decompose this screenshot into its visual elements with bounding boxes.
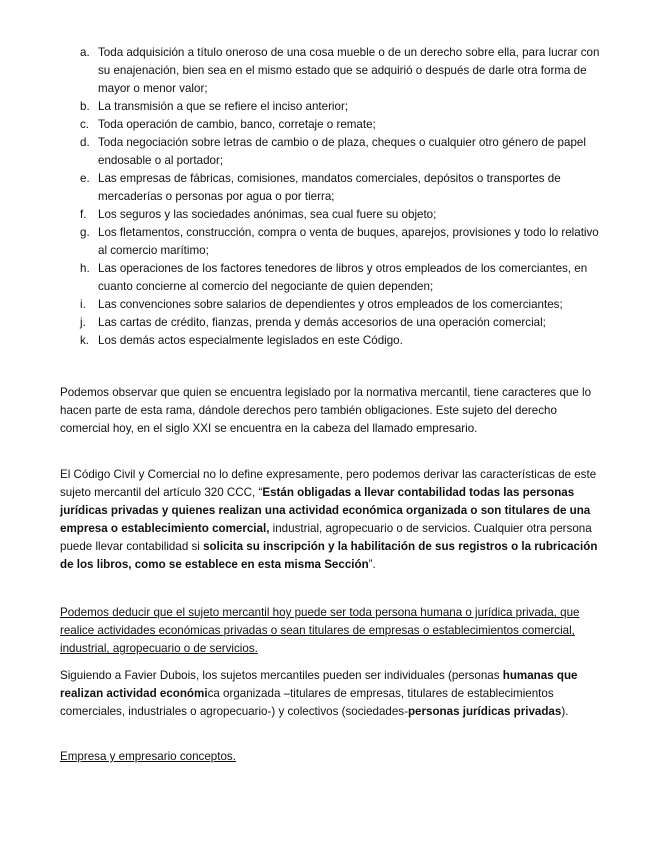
list-marker: d.	[80, 136, 90, 149]
list-marker: i.	[80, 298, 86, 311]
paragraph-text: Siguiendo a Favier Dubois, los sujetos mercantiles pueden ser individuales (personas	[60, 669, 503, 682]
list-marker: j.	[80, 316, 86, 329]
list-item	[0, 206, 655, 224]
list-marker: c.	[80, 118, 90, 131]
list-item	[0, 134, 655, 170]
list-item-text: Las convenciones sobre salarios de dependientes y otros empleados de los comerciantes;	[98, 298, 563, 311]
list-item-text: Toda adquisición a título oneroso de una cosa mueble o de un derecho sobre ella, para lucrar con su enajenación, bien sea en el mismo estado que se adquirió o después de darle otra forma de mayor o menor valor;	[98, 46, 600, 95]
list-marker: e.	[80, 172, 90, 185]
list-item	[0, 332, 655, 350]
list-item-text: Los demás actos especialmente legislados en este Código.	[98, 334, 403, 347]
list-marker: b.	[80, 100, 90, 113]
list-item-text: Las operaciones de los factores tenedores de libros y otros empleados de los comerciantes, en cuanto concierne al comercio del negociante de quien dependen;	[98, 262, 588, 293]
list-marker: k.	[80, 334, 90, 347]
bold-quote: solicita su inscripción y la habilitación de sus registros o la rubricación de los libros, como se establece en esta misma Sección	[60, 540, 598, 571]
bold-quote: Están obligadas a llevar contabilidad todas las personas jurídicas privadas y quienes realizan una actividad económica organizada o son titulares de una empresa o establecimiento comercial,	[60, 486, 591, 535]
paragraph-text: ).	[561, 705, 569, 718]
section-heading: Empresa y empresario conceptos.	[60, 750, 236, 763]
paragraph-text: El Código Civil y Comercial no lo define expresamente, pero podemos derivar las características de este sujeto mercantil del artículo 320 CCC, “	[60, 468, 597, 499]
list-item-text: Los seguros y las sociedades anónimas, sea cual fuere su objeto;	[98, 208, 437, 221]
list-item	[0, 116, 655, 134]
paragraph-civil-code	[60, 466, 600, 574]
list-item-text: Toda operación de cambio, banco, corretaje o remate;	[98, 118, 376, 131]
paragraph-favier-dubois	[60, 667, 600, 721]
list-item-text: Los fletamentos, construcción, compra o venta de buques, aparejos, provisiones y todo lo relativo al comercio marítimo;	[98, 226, 599, 257]
list-item-text: Las cartas de crédito, fianzas, prenda y demás accesorios de una operación comercial;	[98, 316, 546, 329]
paragraph-text: industrial, agropecuario o de servicios. Cualquier otra persona puede llevar contabilidad si	[60, 522, 592, 553]
list-marker: f.	[80, 208, 87, 221]
paragraph-text: ”.	[368, 558, 376, 571]
list-item	[0, 44, 655, 98]
commercial-acts-list	[0, 44, 655, 350]
list-item-text: Las empresas de fábricas, comisiones, mandatos comerciales, depósitos o transportes de mercaderías o personas por agua o por tierra;	[98, 172, 561, 203]
list-marker: h.	[80, 262, 90, 275]
list-item	[0, 314, 655, 332]
bold-text: personas jurídicas privadas	[407, 705, 562, 718]
list-item	[0, 224, 655, 260]
list-marker: g.	[80, 226, 90, 239]
list-item	[0, 296, 655, 314]
list-item	[0, 260, 655, 296]
list-item-text: La transmisión a que se refiere el inciso anterior;	[98, 100, 349, 113]
list-item	[0, 170, 655, 206]
paragraph-legislated-subject: Podemos observar que quien se encuentra legislado por la normativa mercantil, tiene caracteres que lo hacen parte de esta rama, dándole derechos pero también obligaciones. Este sujeto del derecho comercial hoy, en el siglo XXI se encuentra en la cabeza del llamado empresario.	[60, 386, 592, 435]
bold-text: humanas que realizan actividad económi	[60, 669, 578, 700]
list-item-text: Toda negociación sobre letras de cambio o de plaza, cheques o cualquier otro género de papel endosable o al portador;	[98, 136, 586, 167]
list-item	[0, 98, 655, 116]
paragraph-text: ca organizada –titulares de empresas, titulares de establecimientos comerciales, industriales o agropecuario-) y colectivos (sociedades-	[60, 687, 554, 718]
paragraph-deduction: Podemos deducir que el sujeto mercantil hoy puede ser toda persona humana o jurídica privada, que realice actividades económicas privadas o sean titulares de empresas o establecimientos comercial, industrial, agropecuario o de servicios.	[60, 606, 580, 655]
list-marker: a.	[80, 46, 90, 59]
